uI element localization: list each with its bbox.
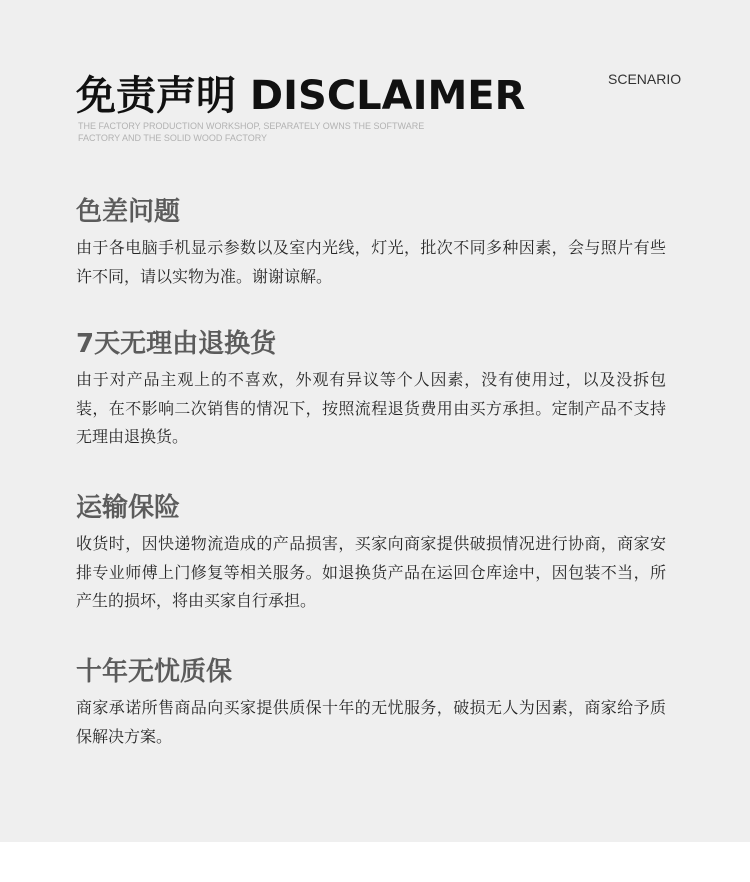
- section-heading: 十年无忧质保: [76, 657, 233, 687]
- section-body: 商家承诺所售商品向买家提供质保十年的无忧服务，破损无人为因素，商家给予质保解决方案。: [76, 698, 666, 746]
- section-body: 由于各电脑手机显示参数以及室内光线，灯光，批次不同多种因素，会与照片有些许不同，请以实物为准。谢谢谅解。: [76, 238, 666, 286]
- section-heading: 运输保险: [76, 493, 181, 523]
- section-heading: 7天无理由退换货: [76, 329, 277, 359]
- section-shipping-insurance: [76, 492, 676, 616]
- section-color-difference: [76, 196, 676, 291]
- subtitle-text: THE FACTORY PRODUCTION WORKSHOP, SEPARATELY OWNS THE SOFTWARE FACTORY AND THE SOLID WOOD FACTORY: [78, 121, 425, 143]
- section-seven-day-return: [76, 328, 676, 452]
- section-heading: 色差问题: [76, 197, 181, 227]
- page-title: 免责声明 DISCLAIMER: [76, 73, 526, 119]
- scenario-label: SCENARIO: [608, 71, 682, 87]
- section-ten-year-warranty: [76, 656, 676, 751]
- section-body: 收货时，因快递物流造成的产品损害，买家向商家提供破损情况进行协商，商家安排专业师傅上门修复等相关服务。如退换货产品在运回仓库途中，因包装不当，所产生的损坏，将由买家自行承担。: [76, 534, 666, 610]
- section-body: 由于对产品主观上的不喜欢，外观有异议等个人因素，没有使用过，以及没拆包装，在不影响二次销售的情况下，按照流程退货费用由买方承担。定制产品不支持无理由退换货。: [76, 370, 666, 446]
